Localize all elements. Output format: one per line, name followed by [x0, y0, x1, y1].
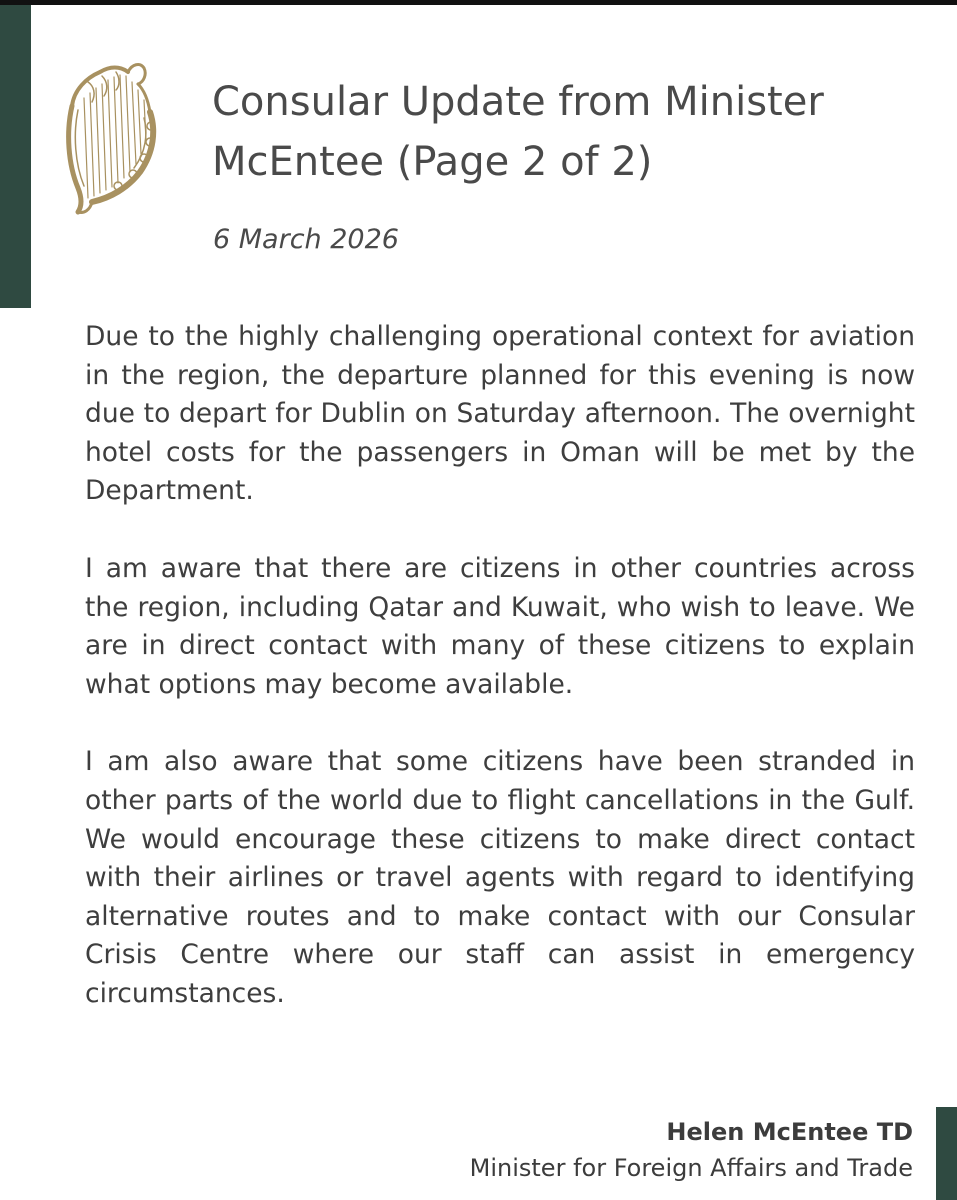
document-date: 6 March 2026 — [213, 224, 399, 255]
signatory-role: Minister for Foreign Affairs and Trade — [469, 1154, 913, 1182]
signature-block — [470, 1113, 913, 1185]
left-accent-bar — [0, 5, 31, 308]
right-accent-bar — [936, 1107, 957, 1200]
page-title: Consular Update from Minister McEntee (Page 2 of 2) — [212, 79, 824, 185]
body-text — [85, 318, 915, 1053]
harp-icon — [58, 60, 166, 215]
paragraph: I am also aware that some citizens have been stranded in other parts of the world due to flight cancellations in the Gulf. We would encourage these citizens to make direct contact with their airlines or travel agents with regard to identifying alternative routes and to make contact with our Consular Crisis Centre where our staff can assist in emergency circumstances. — [85, 746, 915, 1009]
signatory-name: Helen McEntee TD — [666, 1118, 913, 1146]
paragraph: I am aware that there are citizens in other countries across the region, including Qatar and Kuwait, who wish to leave. We are in direct contact with many of these citizens to explain what options may become available. — [85, 552, 915, 700]
top-rule — [0, 0, 957, 5]
paragraph: Due to the highly challenging operational context for aviation in the region, the departure planned for this evening is now due to depart for Dublin on Saturday afternoon. The overnight hotel costs for the passengers in Oman will be met by the Department. — [85, 321, 915, 507]
